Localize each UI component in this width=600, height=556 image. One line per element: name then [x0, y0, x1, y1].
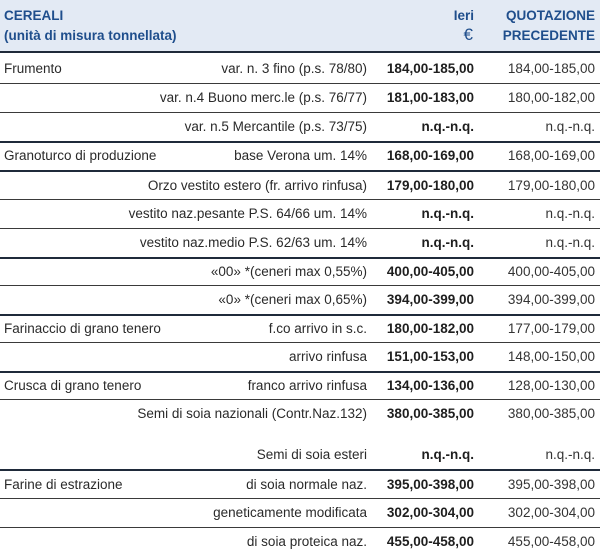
table-row: [0, 286, 600, 314]
table-row: [0, 229, 600, 257]
row-ieri: 400,00-405,00: [386, 264, 474, 279]
row-label: Crusca di grano tenero: [4, 378, 142, 393]
row-prec: 302,00-304,00: [507, 505, 595, 520]
table-row: [0, 471, 600, 499]
row-prec: 395,00-398,00: [507, 477, 595, 492]
row-ieri: 302,00-304,00: [386, 505, 474, 520]
row-prec: 400,00-405,00: [507, 264, 595, 279]
table-row: [0, 343, 600, 371]
row-prec: 179,00-180,00: [507, 178, 595, 193]
row-spec: Semi di soia esteri: [256, 447, 367, 462]
row-ieri: n.q.-n.q.: [421, 119, 474, 134]
table-row: [0, 172, 600, 200]
row-spec: base Verona um. 14%: [234, 148, 367, 163]
row-prec: 184,00-185,00: [507, 61, 595, 76]
row-prec: 380,00-385,00: [507, 406, 595, 421]
header-currency: €: [463, 25, 473, 44]
row-spec: di soia normale naz.: [246, 477, 367, 492]
table-row: [0, 499, 600, 527]
row-prec: 148,00-150,00: [507, 349, 595, 364]
row-ieri: 455,00-458,00: [386, 534, 474, 549]
row-prec: 128,00-130,00: [507, 378, 595, 393]
row-ieri: 181,00-183,00: [386, 90, 474, 105]
row-prec: 180,00-182,00: [507, 90, 595, 105]
row-spec: Semi di soia nazionali (Contr.Naz.132): [137, 406, 367, 421]
row-prec: n.q.-n.q.: [545, 235, 595, 250]
table-row: [0, 84, 600, 112]
row-spec: vestito naz.medio P.S. 62/63 um. 14%: [139, 235, 367, 250]
row-spec: franco arrivo rinfusa: [247, 378, 367, 393]
row-ieri: 184,00-185,00: [386, 61, 474, 76]
table-row: [0, 142, 600, 170]
row-prec: 394,00-399,00: [507, 292, 595, 307]
row-label: Farinaccio di grano tenero: [4, 321, 161, 336]
row-prec: n.q.-n.q.: [545, 206, 595, 221]
header-ieri: Ieri: [453, 8, 474, 23]
header-unit: (unità di misura tonnellata): [4, 28, 177, 43]
row-ieri: 394,00-399,00: [386, 292, 474, 307]
row-spec: di soia proteica naz.: [246, 534, 367, 549]
row-ieri: n.q.-n.q.: [421, 447, 474, 462]
table-row: [0, 528, 600, 556]
row-spec: vestito naz.pesante P.S. 64/66 um. 14%: [128, 206, 367, 221]
row-spec: «0» *(ceneri max 0,65%): [218, 292, 367, 307]
row-spec: var. n.4 Buono merc.le (p.s. 76/77): [159, 90, 367, 105]
row-spec: «00» *(ceneri max 0,55%): [210, 264, 367, 279]
row-spec: Orzo vestito estero (fr. arrivo rinfusa): [147, 178, 367, 193]
row-prec: n.q.-n.q.: [545, 447, 595, 462]
row-spec: var. n.5 Mercantile (p.s. 73/75): [184, 119, 367, 134]
row-spec: f.co arrivo in s.c.: [268, 321, 367, 336]
row-label: Frumento: [4, 61, 62, 76]
row-label: Farine di estrazione: [4, 477, 123, 492]
row-ieri: 134,00-136,00: [386, 378, 474, 393]
header-precedente: PRECEDENTE: [502, 28, 595, 43]
row-ieri: 180,00-182,00: [386, 321, 474, 336]
row-prec: 455,00-458,00: [507, 534, 595, 549]
row-prec: 177,00-179,00: [507, 321, 595, 336]
header-category: CEREALI: [4, 8, 64, 23]
row-spec: var. n. 3 fino (p.s. 78/80): [221, 61, 367, 76]
row-ieri: 168,00-169,00: [386, 148, 474, 163]
row-ieri: n.q.-n.q.: [421, 206, 474, 221]
row-prec: n.q.-n.q.: [545, 119, 595, 134]
header-quotazione: QUOTAZIONE: [506, 8, 595, 23]
table-header: [0, 0, 600, 52]
row-label: Granoturco di produzione: [4, 148, 157, 163]
row-ieri: n.q.-n.q.: [421, 235, 474, 250]
row-ieri: 179,00-180,00: [386, 178, 474, 193]
header-divider: [0, 51, 600, 53]
row-prec: 168,00-169,00: [507, 148, 595, 163]
table-row: [0, 441, 600, 469]
row-ieri: 380,00-385,00: [386, 406, 474, 421]
row-spec: geneticamente modificata: [213, 505, 367, 520]
table-row: [0, 55, 600, 83]
table-row: [0, 315, 600, 343]
table-row: [0, 113, 600, 141]
row-spec: arrivo rinfusa: [288, 349, 367, 364]
table-row: [0, 258, 600, 286]
row-ieri: 395,00-398,00: [386, 477, 474, 492]
row-ieri: 151,00-153,00: [386, 349, 474, 364]
table-row: [0, 200, 600, 228]
table-row: [0, 400, 600, 428]
table-row: [0, 372, 600, 400]
